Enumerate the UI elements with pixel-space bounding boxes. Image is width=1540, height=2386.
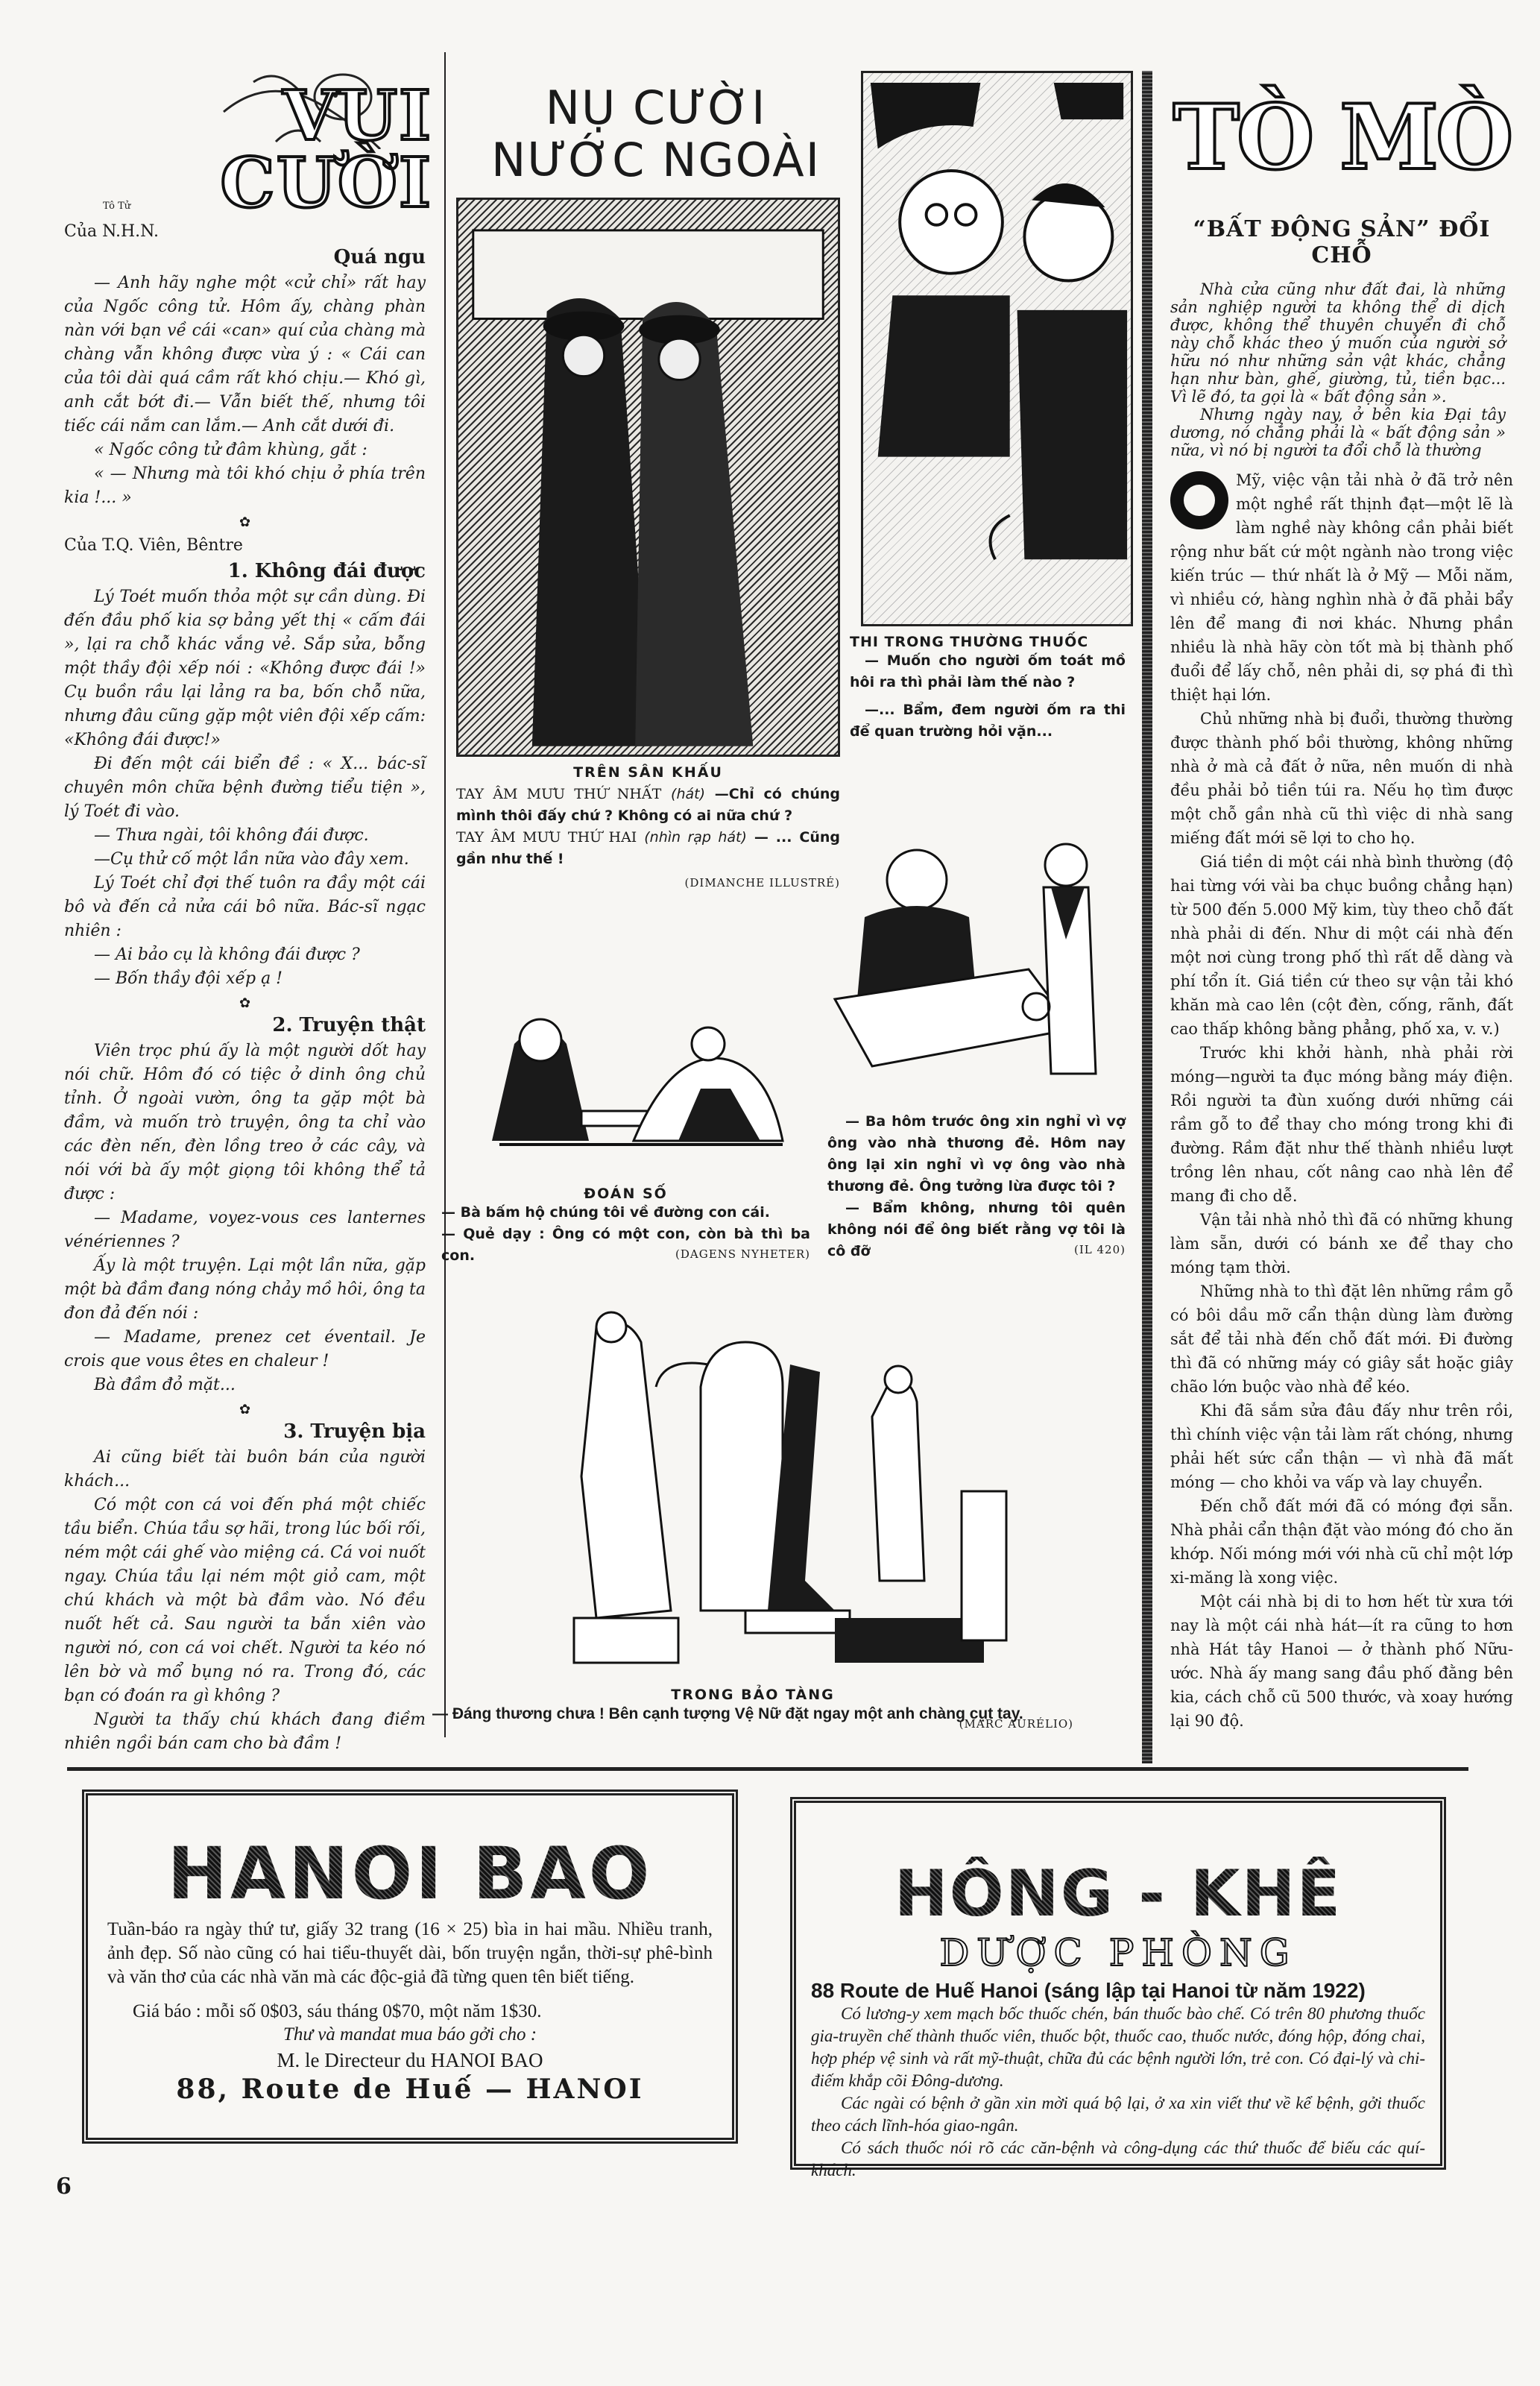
caption-source: (MARC AURÉLIO)	[959, 1717, 1073, 1731]
speaker: TAY ÂM MƯU THỨ NHẤT	[456, 786, 662, 802]
to-mo-column	[1170, 216, 1513, 1733]
ad-hong-khe	[790, 1797, 1446, 2179]
cartoon-office-illustration	[827, 835, 1126, 1096]
story-paragraph: Viên trọc phú ấy là một người dốt hay nói chữ. Hôm đó có tiệc ở dinh ông chủ tỉnh. Ở ngoài vườn, ông ta gặp một bà đầm, và muốn trò truyện, ông ta chỉ vào các đèn nến, đèn lồng treo ở các cây, và nói với bà ấy một giọng tôi không thể tả được :	[64, 1042, 426, 1203]
story-paragraph: — Madame, voyez-vous ces lanternes vénériennes ?	[64, 1209, 426, 1251]
caption-line: — Bà bấm hộ chúng tôi về đường con cái.	[441, 1204, 770, 1221]
ornament-icon: ✿	[239, 995, 251, 1011]
body-paragraph: Đến chỗ đất mới đã có móng đợi sẵn. Nhà phải cẩn thận đặt vào móng đó cho ăn khớp. Nối móng mới với nhà cũ chỉ một lớp xi-măng là xong việc.	[1170, 1497, 1513, 1587]
to-mo-masthead: TÒ MÒ	[1173, 85, 1511, 190]
to-mo-body	[1170, 468, 1513, 1733]
speaker: TAY ÂM MƯU THỨ HAI	[456, 829, 637, 846]
story-truyen-that	[64, 1014, 426, 1417]
cartoon-stage-illustration	[456, 198, 840, 757]
caption-line: —... Bẩm, đem người ốm ra thi để quan trường hỏi vặn...	[850, 702, 1126, 740]
story-title: 2. Truyện thật	[272, 1014, 426, 1036]
ad-title: HANOI BAO	[88, 1833, 732, 1915]
nu-cuoi-title-line1: NỤ CƯỜI	[545, 81, 767, 135]
caption-line: — Muốn cho người ốm toát mồ hôi ra thì phải làm thế nào ?	[850, 652, 1126, 690]
caption-doan-so	[441, 1186, 810, 1264]
intro-paragraph: Nhà cửa cũng như đất đai, là những sản nghiệp người ta không thể di dịch được, không thể thuyên chuyển đi chỗ này chỗ khác theo ý muốn của người sở hữu nó như những sản vật khác, chẳng hạn như bàn, ghế, giường, tủ, tiền bạc... Vì lẽ đó, ta gọi là « bất động sản ».	[1170, 280, 1506, 406]
ad-subtitle: DƯỢC PHÒNG	[939, 1931, 1297, 1974]
nu-cuoi-title-line2: NƯỚC NGOÀI	[490, 133, 821, 187]
story-title: 3. Truyện bịa	[283, 1420, 426, 1443]
stage-direction: (hát)	[671, 786, 706, 802]
caption-trong-bao-tang	[432, 1687, 1073, 1731]
ad-address: 88 Route de Huế Hanoi (sáng lập tại Hanoi từ năm 1922)	[811, 1979, 1366, 2002]
story-paragraph: — Anh hãy nghe một «cử chỉ» rất hay của Ngốc công tử. Hôm ấy, chàng phàn nàn với bạn về cái «can» quí của chàng mà chàng vẫn không được vừa ý : « Cái can của tôi dài quá cầm rất khó chịu.— Khó gì, anh cắt bớt đi.— Vẫn biết thế, nhưng tôi tiếc cái nắm can lắm.— Anh cắt dưới đi.	[64, 274, 426, 435]
story-paragraph: — Thưa ngài, tôi không đái được.	[94, 826, 369, 845]
caption-tren-san-khau	[456, 764, 840, 890]
body-paragraph: Một cái nhà bị di to hơn hết từ xưa tới nay là một cái nhà hát—ít ra cũng to hơn nhà Hát tây Hanoi — ở thành phố Nữu-ước. Nhà ấy mang sang đầu phố đằng bên kia, cách chỗ cũ 500 thước, và xoay hướng lại 90 độ.	[1170, 1593, 1513, 1730]
caption-nha-thuong	[827, 1111, 1126, 1259]
story-qua-ngu	[64, 221, 426, 530]
examiner-figures-icon	[863, 73, 1131, 624]
story-paragraph: « — Nhưng mà tôi khó chịu ở phía trên kia !... »	[64, 465, 426, 507]
story-title: Quá ngu	[333, 246, 426, 268]
column-divider-thick	[1142, 71, 1152, 1763]
caption-line: — Quẻ dạy : Ông có một con, còn bà thì ba con.	[441, 1226, 810, 1264]
body-paragraph: Những nhà to thì đặt lên những rầm gỗ có bôi dầu mỡ cẩn thận dùng làm đường sắt để tải nhà đến chỗ đất mới. Đi đường thì đã có những máy có giây sắt hoặc giây chão lớn buộc vào nhà để kéo.	[1170, 1282, 1513, 1396]
story-paragraph: Bà đầm đỏ mặt...	[94, 1376, 236, 1394]
ad-price: Giá báo : mỗi số 0$03, sáu tháng 0$70, một năm 1$30.	[133, 2001, 542, 2021]
cartoon-museum-illustration	[485, 1297, 1021, 1678]
ad-paragraph: Các ngài có bệnh ở gần xin mời quá bộ lại, ở xa xin viết thư về kể bệnh, gởi thuốc theo cách lĩnh-hóa giao-ngân.	[811, 2094, 1425, 2135]
ad-address: 88, Route de Huế — HANOI	[176, 2074, 644, 2105]
story-paragraph: Ai cũng biết tài buôn bán của người khách...	[64, 1448, 426, 1491]
story-truyen-bia	[64, 1420, 426, 1756]
story-paragraph: « Ngốc công tử đâm khùng, gắt :	[94, 441, 367, 459]
story-paragraph: Đi đến một cái biển đề : « X... bác-sĩ chuyên môn chữa bệnh đường tiểu tiện », lý Toét đi vào.	[64, 755, 426, 821]
ad-mail-note: Thư và mandat mua báo gởi cho :	[283, 2024, 537, 2045]
to-mo-headline: “BẤT ĐỘNG SẢN” ĐỔI CHỖ	[1193, 216, 1491, 268]
story-paragraph: Ấy là một truyện. Lại một lần nữa, gặp một bà đầm đang nóng chảy mồ hôi, ông ta đon đả đến nói :	[64, 1256, 426, 1323]
caption-line: — Đáng thương chưa ! Bên cạnh tượng Vệ Nữ đặt ngay một anh chàng cụt tay.	[432, 1705, 1023, 1722]
ad-title: HỒNG - KHÊ	[796, 1857, 1440, 1931]
vui-cuoi-masthead-title: VUI CƯỜI	[220, 75, 432, 223]
cartoon-exam-illustration	[861, 71, 1133, 626]
story-paragraph: Có một con cá voi đến phá một chiếc tầu biển. Chúa tầu sợ hãi, trong lúc bối rối, ném một cái ghế vào miệng cá. Cá voi nuốt ngay. Chúa tầu lại ném một giỏ cam, một chú khách và một bà đầm vào. Nó đều nuốt hết cả. Sau người ta bắn xiên vào người nó, con cá voi chết. Người ta kéo nó lên bờ và mổ bụng nó ra. Trong đó, các bạn có đoán ra gì không ?	[64, 1496, 426, 1705]
ad-paragraph: Có lương-y xem mạch bốc thuốc chén, bán thuốc bào chế. Có trên 80 phương thuốc gia-truyền chế thành thuốc viên, thuốc bột, thuốc cao, thuốc nước, đóng hộp, đóng chai, hợp phép vệ sinh và rất mỹ-thuật, chữa đủ các bệnh người lớn, trẻ con. Có đại-lý và chi-điếm khắp cõi Đông-dương.	[811, 2004, 1425, 2090]
story-paragraph: —Cụ thử cố một lần nữa vào đây xem.	[94, 850, 409, 869]
caption-line: — Ba hôm trước ông xin nghỉ vì vợ ông vào nhà thương đẻ. Hôm nay ông lại xin nghỉ vì vợ ông vào nhà thương đẻ. Ông tưởng lừa được tôi ?	[827, 1113, 1126, 1194]
body-paragraph: Chủ những nhà bị đuổi, thường thường được thành phố bồi thường, không những nhà ở mà cả đất ở nữa, nên muốn di nhà đều phải bỏ tiền túi ra. Nếu họ tìm được một chỗ gần nhà cũ thì việc di nhà sang miếng đất mới sẽ lợi to cho họ.	[1170, 710, 1513, 847]
caption-title: TRONG BẢO TÀNG	[671, 1687, 835, 1703]
conspirators-figure-icon	[458, 200, 838, 755]
ad-description: Tuần-báo ra ngày thứ tư, giấy 32 trang (16 × 25) bìa in hai mầu. Nhiều tranh, ảnh đẹp. Số nào cũng có hai tiểu-thuyết dài, bốn truyện ngắn, thời-sự phê-bình và văn thơ của các nhà văn mà các độc-giả đã từng quen tên biết tiếng.	[107, 1919, 713, 1987]
ad-hanoi-bao	[82, 1790, 738, 2144]
vui-cuoi-masthead	[97, 67, 432, 223]
page-number: 6	[56, 2173, 72, 2200]
body-paragraph: Trước khi khởi hành, nhà phải rời móng—người ta đục móng bằng máy điện. Rồi người ta đùn xuống dưới những cái rầm gỗ to để thay cho móng trong khi đi đường. Rầm đặt như thế thành nhiều lượt trồng lên nhau, cốt nâng cao nhà lên để mang đi cho dễ.	[1170, 1044, 1513, 1205]
ornament-icon: ✿	[239, 514, 251, 530]
caption-title: ĐOÁN SỐ	[584, 1186, 668, 1202]
caption-title: THI TRONG THƯỜNG THUỐC	[850, 634, 1089, 650]
column-divider	[444, 52, 446, 1737]
to-mo-intro	[1170, 268, 1513, 459]
caption-line: — Bẩm không, nhưng tôi quên không nói để ông biết rằng vợ tôi là cô đỡ	[827, 1200, 1126, 1259]
dialogue: — ... Cũng gần như thế !	[456, 829, 840, 867]
caption-title: TRÊN SÂN KHẤU	[573, 764, 723, 781]
story-paragraph: Lý Toét chỉ đợi thế tuôn ra đầy một cái bô và đến cả nửa cái bô nữa. Bác-sĩ ngạc nhiên :	[64, 874, 426, 940]
body-paragraph: Khi đã sắm sửa đâu đấy như trên rồi, thì chính việc vận tải làm rất chóng, nhưng phải hết sức cẩn thận — vì nhà đã mất móng — cho khỏi va vấp và lay chuyển.	[1170, 1402, 1513, 1491]
story-paragraph: Người ta thấy chú khách đang điềm nhiên ngồi bán cam cho bà đầm !	[64, 1710, 426, 1753]
caption-source: (IL 420)	[1074, 1243, 1126, 1256]
ornament-icon: ✿	[239, 1402, 251, 1417]
body-paragraph: Vận tải nhà nhỏ thì đã có những khung làm sẵn, dưới có bánh xe để thay cho móng tạm thời.	[1170, 1211, 1513, 1277]
vui-cuoi-column	[64, 216, 426, 1756]
body-paragraph: Mỹ, việc vận tải nhà ở đã trở nên một nghề rất thịnh đạt—một lẽ là làm nghề này không cần phải biết rộng như bất cứ một ngành nào trong việc kiến trúc — thứ nhất là ở Mỹ — Mỗi năm, vì nhiều cớ, hàng nghìn nhà ở đã phải bẩy lên để mang đi nơi khác. Nhưng phần nhiều là nhà hãy còn tốt mà bị thành phố đuổi để lấy chỗ, nên phải di, sợ phá đi thì thiệt hại lớn.	[1170, 471, 1513, 704]
story-khong-dai-duoc	[64, 535, 426, 1011]
dropcap-o	[1170, 471, 1228, 529]
ad-paragraph: Có sách thuốc nói rõ các căn-bệnh và công-dụng các thứ thuốc để biếu các quí-khách.	[811, 2138, 1425, 2179]
boss-and-clerk-figures-icon	[827, 835, 1126, 1096]
caption-line	[456, 827, 840, 870]
story-byline: Của N.H.N.	[64, 222, 159, 241]
story-title: 1. Không đái được	[227, 560, 426, 582]
cartoon-fortune-illustration	[485, 999, 798, 1156]
caption-source: (DAGENS NYHETER)	[675, 1247, 810, 1261]
caption-line	[456, 784, 840, 827]
body-paragraph: Giá tiền di một cái nhà bình thường (độ hai từng với vài ba chục buồng chẳng hạn) từ 500 đến 5.000 Mỹ kim, tùy theo chỗ đất nhà phải di đến. Như di một cái nhà đến một nơi cùng trong phố thì rất dễ dàng và phí tổn ít. Giá tiền cứ theo sự vận tải khó khăn mà cao lên (cột đèn, cống, rãnh, đất cao thấp không bằng phẳng, phố xa, v. v.)	[1170, 853, 1513, 1038]
ad-recipient: M. le Directeur du HANOI BAO	[277, 2049, 543, 2071]
section-divider	[67, 1767, 1468, 1771]
dialogue: —Chỉ có chúng mình thôi đấy chứ ? Không có ai nữa chứ ?	[456, 786, 840, 824]
story-paragraph: — Ai bảo cụ là không đái được ?	[94, 945, 360, 964]
story-paragraph: — Madame, prenez cet éventail. Je crois que vous êtes en chaleur !	[64, 1328, 426, 1370]
caption-source: (DIMANCHE ILLUSTRÉ)	[684, 876, 840, 890]
story-byline: Của T.Q. Viên, Bêntre	[64, 536, 243, 555]
nu-cuoi-title	[462, 82, 850, 186]
intro-paragraph: Nhưng ngày nay, ở bên kia Đại tây dương, nó chẳng phải là « bất động sản » nữa, vì nó bị người ta đổi chỗ là thường	[1170, 406, 1506, 459]
story-paragraph: Lý Toét muốn thỏa một sự cần dùng. Đi đến đầu phố kia sợ bảng yết thị « cấm đái », lại ra chỗ khác vắng vẻ. Sắp sửa, bỗng một thầy đội xếp nói : «Không được đái !» Cụ buồn rầu lại lảng ra ba, bốn chỗ nữa, nhưng đâu cũng gặp một viên đội xếp cấm: «Không đái được!»	[64, 588, 426, 749]
story-paragraph: — Bốn thầy đội xếp ạ !	[94, 969, 283, 988]
museum-statues-figure-icon	[485, 1297, 1021, 1678]
masthead-signature: Tô Tử	[103, 201, 131, 212]
stage-direction: (nhìn rạp hát)	[644, 829, 747, 846]
fortune-teller-figures-icon	[485, 999, 798, 1156]
caption-thi-trong	[850, 634, 1126, 743]
